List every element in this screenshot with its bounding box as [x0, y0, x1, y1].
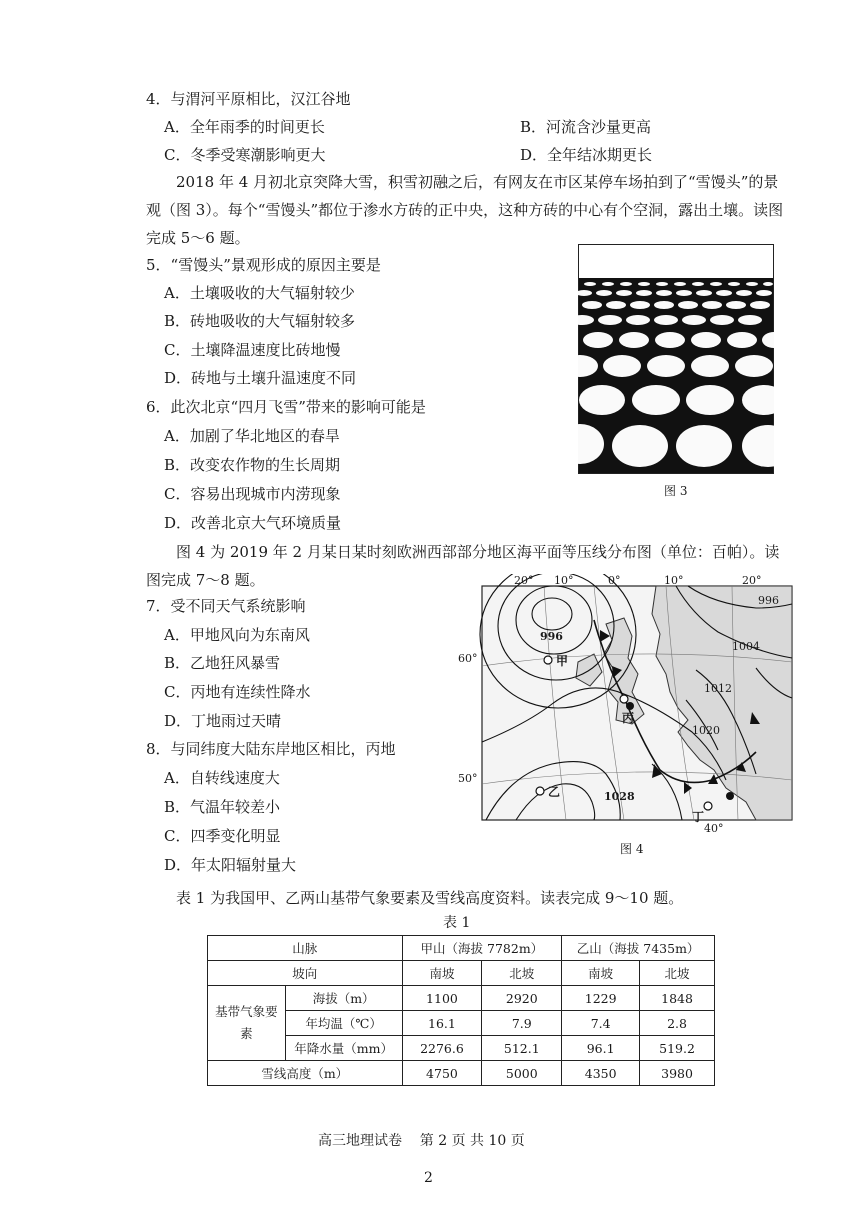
table-row-label: 年降水量（mm）: [285, 1036, 402, 1061]
table-cell-slope: 北坡: [640, 961, 715, 986]
isobar-label-996-east: 996: [758, 594, 779, 607]
passage-7-8: 图 4 为 2019 年 2 月某日某时刻欧洲西部部分地区海平面等压线分布图（单位：百帕）。读图完成 7～8 题。: [146, 543, 780, 589]
table-header-mountain: 山脉: [208, 936, 403, 961]
question-5-option-c: C．土壤降温速度比砖地慢: [164, 341, 341, 359]
table-cell: 96.1: [562, 1036, 640, 1061]
question-4-option-c: C．冬季受寒潮影响更大: [164, 146, 326, 164]
table-cell-slope: 北坡: [482, 961, 562, 986]
question-7-option-b: B．乙地狂风暴雪: [164, 654, 281, 672]
lon-label-40: 40°: [704, 822, 724, 835]
table-row-label: 海拔（m）: [285, 986, 402, 1011]
table-cell: 7.9: [482, 1011, 562, 1036]
question-8-option-c: C．四季变化明显: [164, 827, 281, 845]
isobar-label-996-low: 996: [540, 630, 563, 643]
lon-label-10e: 10°: [664, 574, 684, 587]
question-6-option-d: D．改善北京大气环境质量: [164, 514, 342, 532]
question-8-stem: 8．与同纬度大陆东岸地区相比，丙地: [146, 740, 396, 758]
figure-3-caption: 图 3: [664, 484, 688, 498]
place-label-ding: 丁: [692, 810, 705, 824]
table-cell: 1100: [402, 986, 482, 1011]
passage-9-10: 表 1 为我国甲、乙两山基带气象要素及雪线高度资料。读表完成 9～10 题。: [176, 889, 684, 907]
place-label-jia: 甲: [556, 654, 569, 668]
table-cell: 1229: [562, 986, 640, 1011]
table-row-label: 年均温（℃）: [285, 1011, 402, 1036]
table-row-label-snowline: 雪线高度（m）: [208, 1061, 403, 1086]
figure-4-caption: 图 4: [620, 842, 644, 856]
isobar-label-1004: 1004: [732, 640, 760, 653]
lon-label-20e: 20°: [742, 574, 762, 587]
figure-4-map: [456, 574, 796, 836]
figure-3-photo: [578, 244, 774, 474]
table-cell: 1848: [640, 986, 715, 1011]
lat-label-60: 60°: [458, 652, 478, 665]
question-4-option-b: B．河流含沙量更高: [520, 118, 652, 136]
table-cell-slope: 南坡: [562, 961, 640, 986]
lon-label-10w: 10°: [554, 574, 574, 587]
question-4-option-d: D．全年结冰期更长: [520, 146, 653, 164]
question-7-option-a: A．甲地风向为东南风: [164, 626, 310, 644]
isobar-label-1012: 1012: [704, 682, 732, 695]
question-6-option-b: B．改变农作物的生长周期: [164, 456, 341, 474]
question-4-option-a: A．全年雨季的时间更长: [164, 118, 325, 136]
question-5-option-a: A．土壤吸收的大气辐射较少: [164, 284, 355, 302]
page-footer: 高三地理试卷 第 2 页 共 10 页: [318, 1133, 525, 1149]
place-label-yi: 乙: [548, 785, 561, 799]
question-6-option-a: A．加剧了华北地区的春旱: [164, 427, 340, 445]
table-cell: 512.1: [482, 1036, 562, 1061]
isobar-label-1028: 1028: [604, 790, 635, 803]
table-cell: 519.2: [640, 1036, 715, 1061]
question-7-option-d: D．丁地雨过天晴: [164, 712, 282, 730]
table-cell: 16.1: [402, 1011, 482, 1036]
table-1: [207, 935, 715, 1086]
table-header-mountain-b: 乙山（海拔 7435m）: [562, 936, 715, 961]
table-row: [208, 936, 715, 961]
table-row: [208, 1061, 715, 1086]
table-cell: 2276.6: [402, 1036, 482, 1061]
place-label-bing: 丙: [622, 711, 635, 725]
table-header-mountain-a: 甲山（海拔 7782m）: [402, 936, 562, 961]
isobar-label-1020: 1020: [692, 724, 720, 737]
question-6-stem: 6．此次北京“四月飞雪”带来的影响可能是: [146, 398, 426, 416]
table-cell: 4750: [402, 1061, 482, 1086]
table-row: [208, 986, 715, 1011]
table-row: [208, 961, 715, 986]
table-cell: 3980: [640, 1061, 715, 1086]
question-6-option-c: C．容易出现城市内涝现象: [164, 485, 341, 503]
table-cell: 7.4: [562, 1011, 640, 1036]
table-header-slope: 坡向: [208, 961, 403, 986]
question-8-option-d: D．年太阳辐射量大: [164, 856, 297, 874]
question-7-stem: 7．受不同天气系统影响: [146, 597, 306, 615]
question-7-option-c: C．丙地有连续性降水: [164, 683, 311, 701]
lon-label-0: 0°: [608, 574, 621, 587]
question-5-option-b: B．砖地吸收的大气辐射较多: [164, 312, 356, 330]
table-cell: 2.8: [640, 1011, 715, 1036]
question-8-option-b: B．气温年较差小: [164, 798, 281, 816]
table-1-title: 表 1: [443, 915, 471, 931]
lat-label-50: 50°: [458, 772, 478, 785]
lon-label-20w: 20°: [514, 574, 534, 587]
passage-5-6: 2018 年 4 月初北京突降大雪，积雪初融之后，有网友在市区某停车场拍到了“雪馒头”的景观（图 3）。每个“雪馒头”都位于渗水方砖的正中央，这种方砖的中心有个空洞，露出土壤。读图完成 5～6 题。: [146, 173, 784, 247]
table-cell: 2920: [482, 986, 562, 1011]
table-cell-slope: 南坡: [402, 961, 482, 986]
table-group-label: 基带气象要素: [208, 986, 286, 1061]
page-number: 2: [424, 1170, 433, 1186]
question-8-option-a: A．自转线速度大: [164, 769, 280, 787]
question-5-option-d: D．砖地与土壤升温速度不同: [164, 369, 357, 387]
question-5-stem: 5．“雪馒头”景观形成的原因主要是: [146, 256, 381, 274]
question-4-stem: 4．与渭河平原相比，汉江谷地: [146, 90, 351, 108]
table-cell: 5000: [482, 1061, 562, 1086]
table-cell: 4350: [562, 1061, 640, 1086]
